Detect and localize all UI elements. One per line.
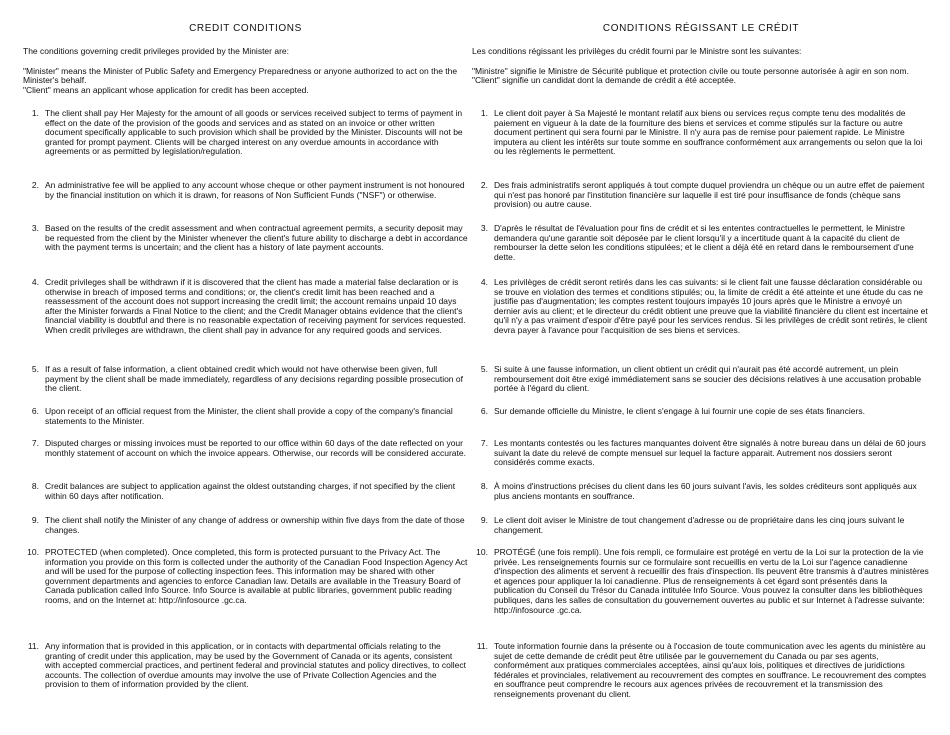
english-column (23, 0, 468, 690)
french-item-3 (472, 224, 930, 262)
english-item-number: 1. (31, 108, 39, 118)
french-item-11 (472, 642, 930, 700)
english-definition-minister: "Minister" means the Minister of Public Safety and Emergency Preparedness or anyone authorized to act on the the Minister's behalf. (23, 65, 458, 86)
english-intro: The conditions governing credit privileges provided by the Minister are: (23, 46, 289, 56)
english-item-number: 10. (27, 547, 39, 557)
english-item-text: The client shall notify the Minister of any change of address or ownership within five days from the date of those changes. (45, 515, 465, 535)
french-item-number: 11. (476, 641, 488, 651)
english-item-text: Any information that is provided in this application, or in contacts with departmental officials relating to the granting of credit under this application, may be used by the Government of Canada or its agents, consistent with accepted commercial practices, and pertinent federal and provincial statutes and policy directives, to collect accounts. The collection of overdue amounts may involve the use of Private Collection Agencies and the provision to them of information provided by the client. (45, 641, 466, 690)
english-item-number: 4. (31, 277, 39, 287)
french-title: CONDITIONS RÉGISSANT LE CRÉDIT (602, 23, 800, 34)
french-column (472, 0, 930, 699)
french-item-number: 1. (480, 108, 488, 118)
french-item-2 (472, 181, 930, 210)
english-item-7 (23, 439, 468, 458)
french-item-4 (472, 278, 930, 336)
french-item-text: PROTÉGÉ (une fois rempli). Une fois rempli, ce formulaire est protégé en vertu de la Loi sur la protection de la vie privée. Les renseignements fournis sur ce formulaire sont recueillis en vertu de la Loi sur l'agence canadienne d'inspection des aliments et servent à recueillir des frais d'inspection. Ils peuvent être transmis à d'autres ministères et agences pour appliquer la loi canadienne. Plus de renseignements à cet égard sont présentés dans la publication du Conseil du Trésor du Canada intitulée Info Source. Vous pouvez la consulter dans les bibliothèques publiques, dans les salles de consultation du gouvernement ouvertes au public et sur Internet à l'adresse suivante: http://infosource .gc.ca. (494, 547, 929, 615)
french-item-number: 2. (480, 180, 488, 190)
french-definition-client: "Client" signifie un candidat dont la demande de crédit a été acceptée. (472, 75, 737, 86)
french-item-number: 4. (480, 277, 488, 287)
french-item-text: À moins d'instructions précises du client dans les 60 jours suivant l'avis, les soldes créditeurs sont appliqués aux plus anciens montants en souffrance. (494, 481, 917, 501)
english-item-number: 9. (31, 515, 39, 525)
french-item-7 (472, 439, 930, 468)
english-item-number: 5. (31, 364, 39, 374)
english-item-number: 8. (31, 481, 39, 491)
english-item-text: The client shall pay Her Majesty for the amount of all goods or services received subject to terms of payment in effect on the date of the provision of the goods and services and as stated on an invoice or other written document specifically applicable to such provision which shall be provided by the Minister. Discounts will not be granted for prompt payment. Clients will be charged interest on any overdue amounts in accordance with agreements or as permitted by legislation/regulation. (45, 108, 463, 157)
french-item-number: 7. (480, 438, 488, 448)
french-item-8 (472, 482, 930, 501)
english-item-number: 3. (31, 223, 39, 233)
english-item-4 (23, 278, 468, 336)
french-definition-ministre: "Ministre" signifie le Ministre de Sécurité publique et protection civile ou toute personne autorisée à agir en son nom. (472, 65, 909, 76)
french-item-text: Le client doit payer à Sa Majesté le montant relatif aux biens ou services reçus compte tenu des modalités de paiement en vigueur à la date de la fourniture des biens et services et comme stipulés sur la facture ou autre document pertinent qui sera fourni par le Ministre. Il n'y aura pas de remise pour paiement rapide. Le Ministre imputera au client les intérêts sur toute somme en souffrance conformément aux arrangements ou selon que la loi ou les règlements le permettent. (494, 108, 923, 157)
french-item-text: Des frais administratifs seront appliqués à tout compte duquel proviendra un chèque ou un autre effet de paiement qui n'est pas honoré par l'institution financière sur laquelle il est tiré pour insuffisance de fonds (chèque sans provision) ou autre cause. (494, 180, 925, 210)
english-item-text: Credit balances are subject to application against the oldest outstanding charges, if not specified by the client within 60 days after notification. (45, 481, 456, 501)
english-title: CREDIT CONDITIONS (189, 23, 302, 34)
english-item-number: 6. (31, 406, 39, 416)
english-item-3 (23, 224, 468, 253)
english-item-text: Based on the results of the credit assessment and when contractual agreement permits, a security deposit may be requested from the client by the Minister whenever the client's future ability to discharge a debt in accordance with the payment terms is uncertain; and the client has a history of late payment accounts. (45, 223, 468, 253)
french-item-number: 8. (480, 481, 488, 491)
english-item-text: An administrative fee will be applied to any account whose cheque or other payment instrument is not honoured by the financial institution on which it is drawn, for reasons of Non Sufficient Funds ("NSF") or otherwise. (45, 180, 465, 200)
french-item-number: 6. (480, 406, 488, 416)
french-item-text: D'après le résultat de l'évaluation pour fins de crédit et si les ententes contractuelles le permettent, le Ministre demandera qu'une garantie soit déposée par le client lorsqu'il y a incertitude quant à la capacité du client de rembourser la dette selon les conditions stipulées; et le client a déjà été en retard dans le remboursement d'une dette. (494, 223, 914, 262)
english-item-10 (23, 548, 468, 606)
english-item-6 (23, 407, 468, 426)
english-item-9 (23, 516, 468, 535)
french-item-number: 3. (480, 223, 488, 233)
french-item-text: Les privilèges de crédit seront retirés dans les cas suivants: si le client fait une fausse déclaration considérable ou se trouve en violation des termes et conditions stipulés; ou, la limite de crédit a été atteinte et une étude du cas ne justifie pas d'augmentation; les comptes restent toujours impayés 10 jours après que le Ministre a envoyé un dernier avis au client; et le directeur du crédit obtient une preuve que la viabilité financière du client est incertaine et qu'il n'y a pas vraiment d'espoir d'être payé pour les services rendus. Si les privilèges de crédit sont retirés, le client devra payer à l'avance pour l'acquisition de ses biens et services. (494, 277, 928, 335)
english-item-8 (23, 482, 468, 501)
english-definition-client: "Client" means an applicant whose application for credit has been accepted. (23, 84, 309, 95)
french-item-number: 10. (476, 547, 488, 557)
french-item-text: Les montants contestés ou les factures manquantes doivent être signalés à notre bureau dans un délai de 60 jours suivant la date du relevé de compte mensuel sur lequel la facture apparait. Autrement nos dossiers seront considérés comme exacts. (494, 438, 926, 468)
french-intro: Les conditions régissant les privilèges du crédit fourni par le Ministre sont les suivantes: (472, 46, 802, 56)
english-item-number: 2. (31, 180, 39, 190)
english-item-11 (23, 642, 468, 690)
french-item-text: Toute information fournie dans la présente ou à l'occasion de toute communication avec les agents du ministère au sujet de cette demande de crédit peut être utilisée par le gouvernement du Canada ou par ses agents, conformément aux pratiques commerciales acceptées, ainsi qu'aux lois, politiques et directives de juridictions fédérales et provinciales, relativement au recouvrement des comptes en souffrance. Le recouvrement des comptes en souffrance peut comprendre le recours aux agences privées de recouvrement et la transmission des renseignements provenant du client. (494, 641, 927, 699)
english-item-number: 7. (31, 438, 39, 448)
french-item-6 (472, 407, 930, 417)
french-item-1 (472, 109, 930, 157)
french-item-text: Le client doit aviser le Ministre de tout changement d'adresse ou de propriétaire dans les cinq jours suivant le changement. (494, 515, 905, 535)
french-item-text: Sur demande officielle du Ministre, le client s'engage à lui fournir une copie de ses états financiers. (494, 406, 865, 416)
english-item-1 (23, 109, 468, 157)
french-item-text: Si suite à une fausse information, un client obtient un crédit qui n'aurait pas été accordé autrement, un plein remboursement doit être exigé immédiatement sans se soucier des décisions relatives à une accusation probable portée à l'égard du client. (494, 364, 922, 394)
english-item-text: PROTECTED (when completed). Once completed, this form is protected pursuant to the Privacy Act. The information you provide on this form is collected under the authority of the Canadian Food Inspection Agency Act and will be used for the purpose of collecting inspection fees. This information may be shared with other government departments and agencies to enforce Canadian law. Details are available in the Treasury Board of Canada publication called Info Source. Info Source is available at public libraries, government public reading rooms, and on the Internet at: http://infosource .gc.ca. (45, 547, 468, 605)
french-item-5 (472, 365, 930, 394)
english-item-text: Credit privileges shall be withdrawn if it is discovered that the client has made a material false declaration or is otherwise in breach of imposed terms and conditions; or, the client's credit limit has been reached and a reassessment of the account does not support increasing the credit limit; the account remains unpaid 10 days after the Minister forwards a Final Notice to the client; and the Credit Manager obtains evidence that the client's financial viability is doubtful and there is no reasonable expectation of receiving payment for services requested. When credit privileges are withdrawn, the client shall pay in advance for any required goods and services. (45, 277, 466, 335)
english-item-text: If as a result of false information, a client obtained credit which would not have otherwise been given, full payment by the client shall be made immediately, regardless of any decisions regarding possible prosecution of the client. (45, 364, 463, 394)
english-item-2 (23, 181, 468, 200)
french-item-9 (472, 516, 930, 535)
english-item-text: Upon receipt of an official request from the Minister, the client shall provide a copy of the company's financial statements to the Minister. (45, 406, 453, 426)
french-item-number: 5. (480, 364, 488, 374)
english-item-5 (23, 365, 468, 394)
english-item-number: 11. (27, 641, 39, 651)
french-item-number: 9. (480, 515, 488, 525)
english-item-text: Disputed charges or missing invoices must be reported to our office within 60 days of the date reflected on your monthly statement of account on which the invoice appears. Otherwise, our records will be considered accurate. (45, 438, 466, 458)
french-item-10 (472, 548, 930, 615)
